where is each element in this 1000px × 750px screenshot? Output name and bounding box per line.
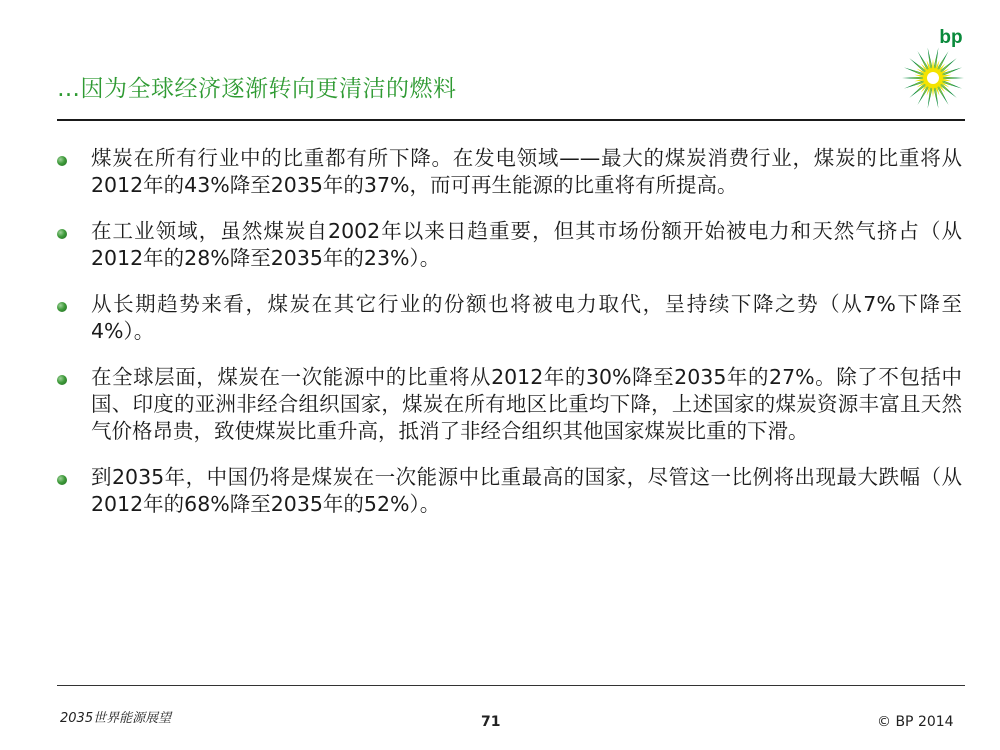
bullet-text: 到2035年，中国仍将是煤炭在一次能源中比重最高的国家，尽管这一比例将出现最大跌幅（从2012年的68%降至2035年的52%）。 (91, 465, 962, 516)
bullet-text: 煤炭在所有行业中的比重都有所下降。在发电领域——最大的煤炭消费行业，煤炭的比重将从2012年的43%降至2035年的37%，而可再生能源的比重将有所提高。 (91, 146, 962, 197)
title-divider (57, 119, 965, 121)
bullet-list (57, 145, 962, 537)
bullet-item (57, 291, 962, 345)
copyright: © BP 2014 (877, 714, 954, 730)
page-number: 71 (481, 714, 501, 730)
bullet-dot-icon (57, 302, 67, 312)
helios-center (927, 72, 939, 84)
bullet-item (57, 364, 962, 445)
bullet-text: 在工业领域，虽然煤炭自2002年以来日趋重要，但其市场份额开始被电力和天然气挤占（从2012年的28%降至2035年的23%）。 (91, 219, 962, 270)
bullet-dot-icon (57, 229, 67, 239)
footer-divider (57, 685, 965, 686)
footer-publication: 2035世界能源展望 (60, 711, 172, 726)
bp-logo-text: bp (939, 27, 963, 48)
slide-title: …因为全球经济逐渐转向更清洁的燃料 (57, 76, 457, 102)
bullet-text: 从长期趋势来看，煤炭在其它行业的份额也将被电力取代，呈持续下降之势（从7%下降至4%）。 (91, 292, 962, 343)
bullet-item (57, 464, 962, 518)
bullet-dot-icon (57, 375, 67, 385)
bullet-dot-icon (57, 475, 67, 485)
bullet-item (57, 145, 962, 199)
bullet-text: 在全球层面，煤炭在一次能源中的比重将从2012年的30%降至2035年的27%。除了不包括中国、印度的亚洲非经合组织国家，煤炭在所有地区比重均下降，上述国家的煤炭资源丰富且天然气价格昂贵，致使煤炭比重升高，抵消了非经合组织其他国家煤炭比重的下滑。 (91, 365, 962, 443)
bullet-item (57, 218, 962, 272)
bullet-dot-icon (57, 156, 67, 166)
bp-logo (898, 22, 968, 110)
